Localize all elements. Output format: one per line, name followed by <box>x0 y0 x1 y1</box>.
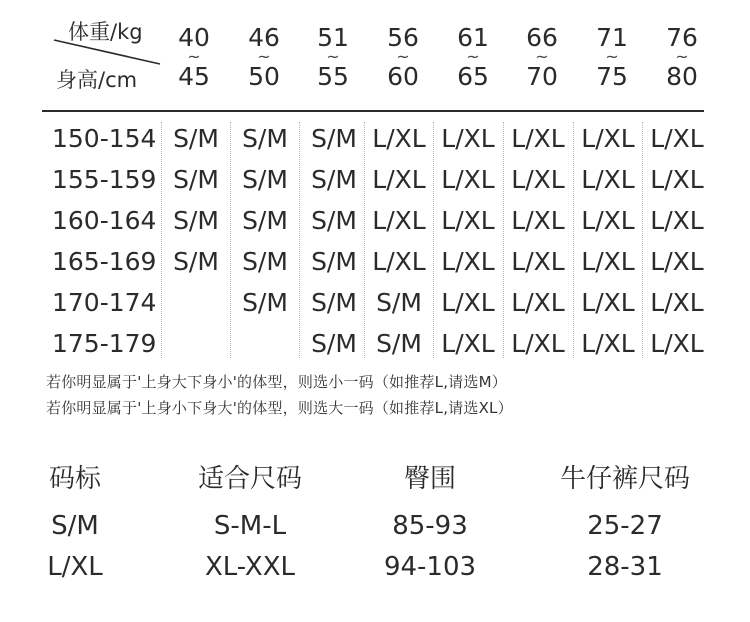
size-cell: S/M <box>242 288 288 317</box>
size-cell: S/M <box>173 247 219 276</box>
header-corner-cell <box>52 14 162 100</box>
size-cell: L/XL <box>581 206 635 235</box>
size-cell: L/XL <box>511 206 565 235</box>
height-range-label: 175-179 <box>52 329 157 358</box>
size-cell: S/M <box>311 206 357 235</box>
size-cell: L/XL <box>441 247 495 276</box>
size-cell: S/M <box>242 247 288 276</box>
size-table-header: 臀围 <box>403 464 456 494</box>
height-range-label: 160-164 <box>52 206 157 235</box>
size-cell: S/M <box>173 206 219 235</box>
size-table-cell: 85-93 <box>392 511 468 541</box>
column-separator <box>161 122 162 358</box>
size-cell: S/M <box>311 124 357 153</box>
size-cell: L/XL <box>650 288 704 317</box>
size-cell: L/XL <box>650 165 704 194</box>
size-table-cell: S/M <box>51 511 99 541</box>
size-table-cell: S-M-L <box>213 511 287 541</box>
size-cell: L/XL <box>650 329 704 358</box>
size-cell: L/XL <box>372 124 426 153</box>
size-cell: L/XL <box>581 165 635 194</box>
size-cell: L/XL <box>650 247 704 276</box>
size-cell: L/XL <box>441 165 495 194</box>
size-cell: L/XL <box>581 329 635 358</box>
size-cell: L/XL <box>511 247 565 276</box>
column-separator <box>642 122 643 358</box>
column-separator <box>503 122 504 358</box>
size-cell: L/XL <box>441 206 495 235</box>
weight-range: 46 ~ 50 <box>248 23 280 91</box>
size-table-cell: L/XL <box>47 552 103 582</box>
size-cell: L/XL <box>441 329 495 358</box>
header-divider <box>42 110 704 112</box>
weight-range: 66 ~ 70 <box>526 23 558 91</box>
weight-range: 40 ~ 45 <box>178 23 210 91</box>
size-cell: L/XL <box>511 288 565 317</box>
size-cell: S/M <box>376 329 422 358</box>
size-table-cell: 28-31 <box>587 552 663 582</box>
size-cell: L/XL <box>441 288 495 317</box>
size-table-cell: 94-103 <box>383 552 477 582</box>
height-range-label: 170-174 <box>52 288 157 317</box>
size-cell: L/XL <box>372 206 426 235</box>
weight-axis-label: 体重/kg <box>68 20 143 44</box>
size-cell: S/M <box>173 124 219 153</box>
size-table-cell: XL-XXL <box>204 552 296 582</box>
size-cell: L/XL <box>511 124 565 153</box>
size-cell: L/XL <box>581 288 635 317</box>
size-cell: S/M <box>311 165 357 194</box>
size-cell: L/XL <box>581 124 635 153</box>
weight-range: 71 ~ 75 <box>596 23 628 91</box>
size-cell: L/XL <box>372 247 426 276</box>
height-range-label: 150-154 <box>52 124 157 153</box>
size-table-header: 码标 <box>48 464 101 494</box>
size-cell: L/XL <box>650 206 704 235</box>
column-separator <box>433 122 434 358</box>
weight-range: 56 ~ 60 <box>387 23 419 91</box>
size-cell: S/M <box>376 288 422 317</box>
column-separator <box>364 122 365 358</box>
size-cell: L/XL <box>441 124 495 153</box>
height-axis-label: 身高/cm <box>56 68 138 92</box>
fit-note: 若你明显属于'上身小下身大'的体型，则选大一码（如推荐L,请选XL） <box>46 399 513 417</box>
size-cell: L/XL <box>650 124 704 153</box>
column-separator <box>299 122 300 358</box>
size-table-cell: 25-27 <box>587 511 663 541</box>
size-cell: L/XL <box>372 165 426 194</box>
column-separator <box>230 122 231 358</box>
size-cell: L/XL <box>511 165 565 194</box>
size-cell: S/M <box>242 206 288 235</box>
weight-range: 61 ~ 65 <box>457 23 489 91</box>
size-cell: S/M <box>311 329 357 358</box>
weight-range: 76 ~ 80 <box>666 23 698 91</box>
size-cell: S/M <box>311 247 357 276</box>
column-separator <box>573 122 574 358</box>
size-cell: S/M <box>173 165 219 194</box>
size-cell: S/M <box>242 124 288 153</box>
size-cell: S/M <box>242 165 288 194</box>
size-cell: L/XL <box>511 329 565 358</box>
size-cell: L/XL <box>581 247 635 276</box>
size-table-header: 适合尺码 <box>197 464 302 494</box>
height-range-label: 155-159 <box>52 165 157 194</box>
fit-note: 若你明显属于'上身大下身小'的体型，则选小一码（如推荐L,请选M） <box>46 373 507 391</box>
height-range-label: 165-169 <box>52 247 157 276</box>
size-cell: S/M <box>311 288 357 317</box>
weight-range: 51 ~ 55 <box>317 23 349 91</box>
size-table-header: 牛仔裤尺码 <box>559 464 690 494</box>
